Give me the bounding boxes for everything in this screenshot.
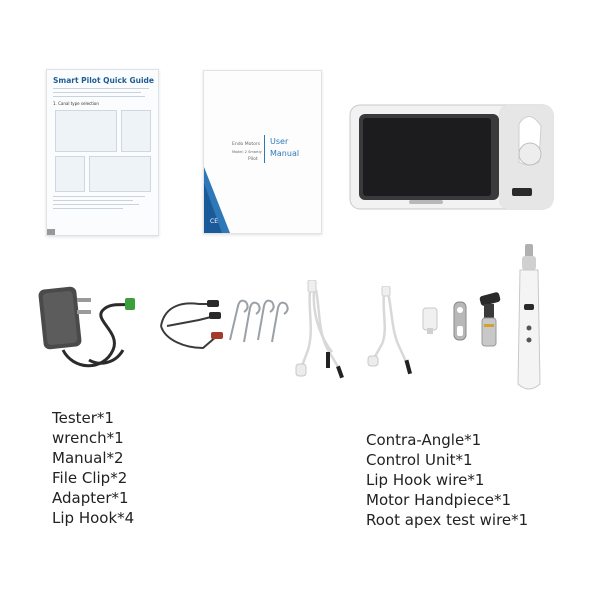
caption-motor-handpiece: Motor Handpiece*1 xyxy=(366,491,512,509)
motor-handpiece xyxy=(514,244,544,394)
guide-figure xyxy=(55,156,85,192)
guide-figure xyxy=(55,110,117,152)
ce-mark: CE xyxy=(210,218,218,225)
caption-tester: Tester*1 xyxy=(52,409,114,427)
manual-brand: Endo Motors xyxy=(232,142,261,147)
quick-guide-title: Smart Pilot Quick Guide xyxy=(53,76,155,85)
guide-figure xyxy=(89,156,151,192)
caption-adapter: Adapter*1 xyxy=(52,489,129,507)
file-clip xyxy=(420,306,440,336)
quick-guide-leaflet xyxy=(46,69,159,236)
caption-lip-hook: Lip Hook*4 xyxy=(52,509,135,527)
guide-figure xyxy=(121,110,151,152)
caption-root-apex-test-wire: Root apex test wire*1 xyxy=(366,511,529,529)
root-apex-test-wire xyxy=(288,280,354,380)
manual-title-user: User xyxy=(270,137,289,146)
quick-guide-section: 1. Canal type selection xyxy=(53,101,99,106)
manual-pilot: Pilot xyxy=(248,157,258,162)
contra-angle xyxy=(474,290,506,354)
caption-wrench: wrench*1 xyxy=(52,429,124,447)
caption-file-clip: File Clip*2 xyxy=(52,469,128,487)
power-adapter xyxy=(33,280,141,376)
caption-control-unit: Control Unit*1 xyxy=(366,451,473,469)
test-wire xyxy=(358,286,416,376)
lip-hooks xyxy=(224,296,292,346)
lip-hook-wire xyxy=(155,296,225,356)
control-unit xyxy=(349,104,554,210)
caption-contra-angle: Contra-Angle*1 xyxy=(366,431,482,449)
caption-lip-hook-wire: Lip Hook wire*1 xyxy=(366,471,485,489)
manual-corner-graphic xyxy=(204,71,321,233)
caption-manual: Manual*2 xyxy=(52,449,124,467)
manual-model: Model: 2 Smartly xyxy=(232,150,262,154)
manual-title-manual: Manual xyxy=(270,149,300,158)
user-manual xyxy=(203,70,322,234)
wrench xyxy=(450,300,470,342)
